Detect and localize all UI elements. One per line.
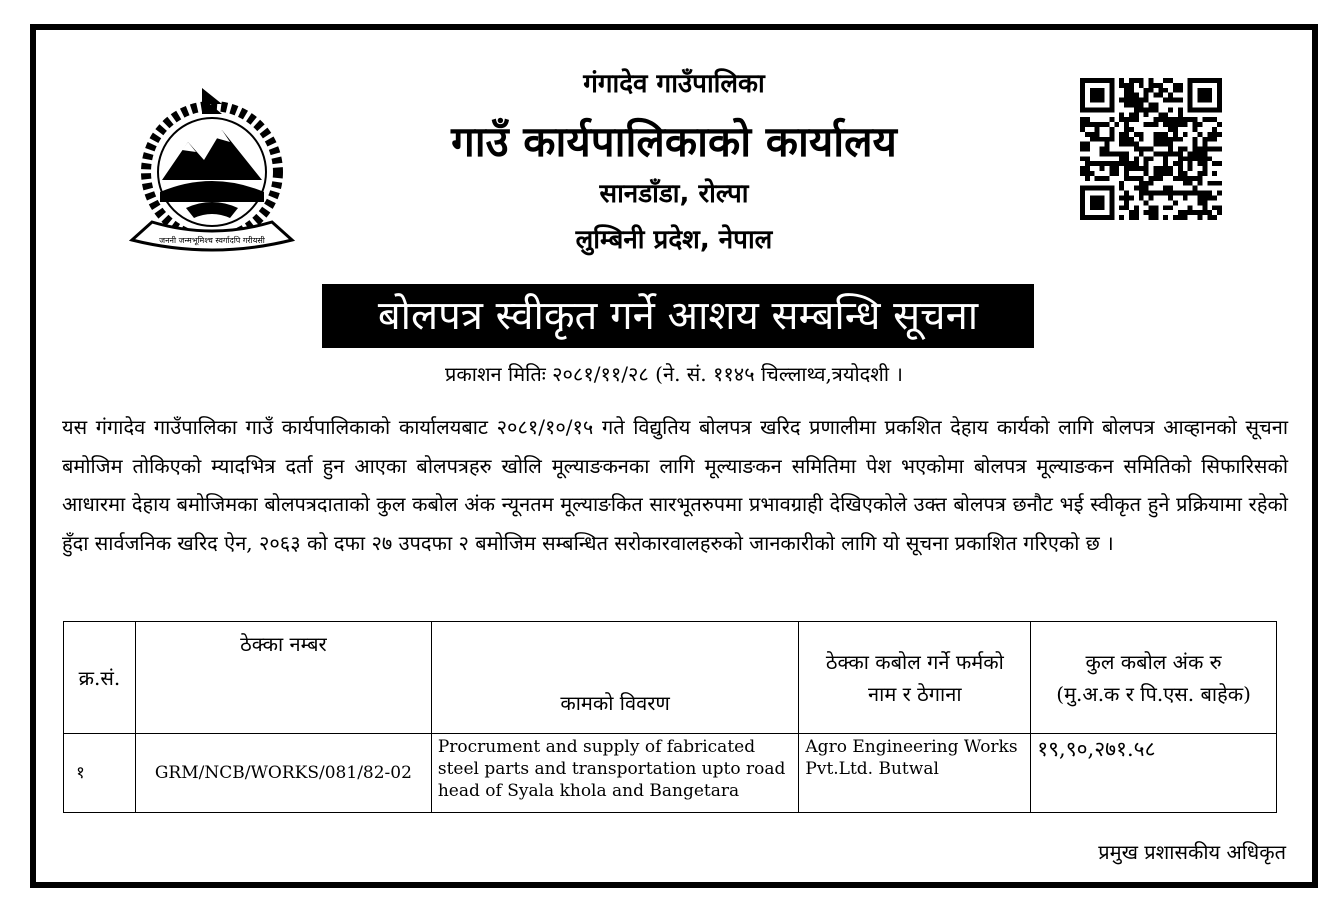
notice-title: बोलपत्र स्वीकृत गर्ने आशय सम्बन्धि सूचना [322,284,1034,348]
signature-title: प्रमुख प्रशासकीय अधिकृत [1098,840,1286,864]
header-amount [1031,622,1277,734]
header-amount-line2: (मु.अ.क र पि.एस. बाहेक) [1056,681,1251,706]
header-firm [799,622,1031,734]
row-contract-no: GRM/NCB/WORKS/081/82-02 [135,734,431,813]
row-description: Procrument and supply of fabricated steel parts and transportation upto road head of Syala khola and Bangetara [431,734,799,813]
publication-date: प्रकाशन मितिः २०८१/११/२८ (ने. सं. ११४५ चिल्लाथ्व,त्रयोदशी । [445,362,903,386]
row-firm: Agro Engineering Works Pvt.Ltd. Butwal [799,734,1031,813]
header-sn: क्र.सं. [64,622,136,734]
notice-body: यस गंगादेव गाउँपालिका गाउँ कार्यपालिकाको कार्यालयबाट २०८१/१०/१५ गते विद्युतिय बोलपत्र खरिद प्रणालीमा प्रकशित देहाय कार्यको लागि बोलपत्र आव्हानको सूचना बमोजिम तोकिएको म्यादभित्र दर्ता हुन आएका बोलपत्रहरु खोलि मूल्याङकनका लागि मूल्याङकन समितिमा पेश भएकोमा बोलपत्र मूल्याङकन समितिको सिफारिसको आधारमा देहाय बमोजिमका बोलपत्रदाताको कुल कबोल अंक न्यूनतम मूल्याङकित सारभूतरुपमा प्रभावग्राही देखिएकोले उक्त बोलपत्र छनौट भई स्वीकृत हुने प्रक्रियामा रहेको हुँदा सार्वजनिक खरिद ऐन, २०६३ को दफा २७ उपदफा २ बमोजिम सम्बन्धित सरोकारवालहरुको जानकारीको लागि यो सूचना प्रकाशित गरिएको छ । [62,415,1288,555]
row-amount: १९,९०,२७१.५८ [1031,734,1277,813]
bid-table [63,621,1277,813]
municipality-name: गंगादेव गाउँपालिका [583,69,765,99]
header-amount-line1: कुल कबोल अंक रु [1085,649,1222,674]
office-name: गाउँ कार्यपालिकाको कार्यालय [451,117,897,166]
header-description [431,622,799,734]
province-country: लुम्बिनी प्रदेश, नेपाल [575,225,773,255]
table-header-row [64,622,1277,734]
emblem-motto: जननी जन्मभूमिश्च स्वर्गादपि गरीयसी [159,236,265,245]
office-location: सानडाँडा, रोल्पा [599,179,749,209]
header-description-label: कामको विवरण [560,691,670,715]
header-firm-line2: नाम र ठेगाना [868,681,962,706]
table-row [64,734,1277,813]
header-contract-no-label: ठेक्का नम्बर [240,632,327,656]
header-firm-line1: ठेक्का कबोल गर्ने फर्मको [825,649,1004,674]
row-sn: १ [64,734,136,813]
notice-frame [30,24,1318,888]
header-contract-no [135,622,431,734]
